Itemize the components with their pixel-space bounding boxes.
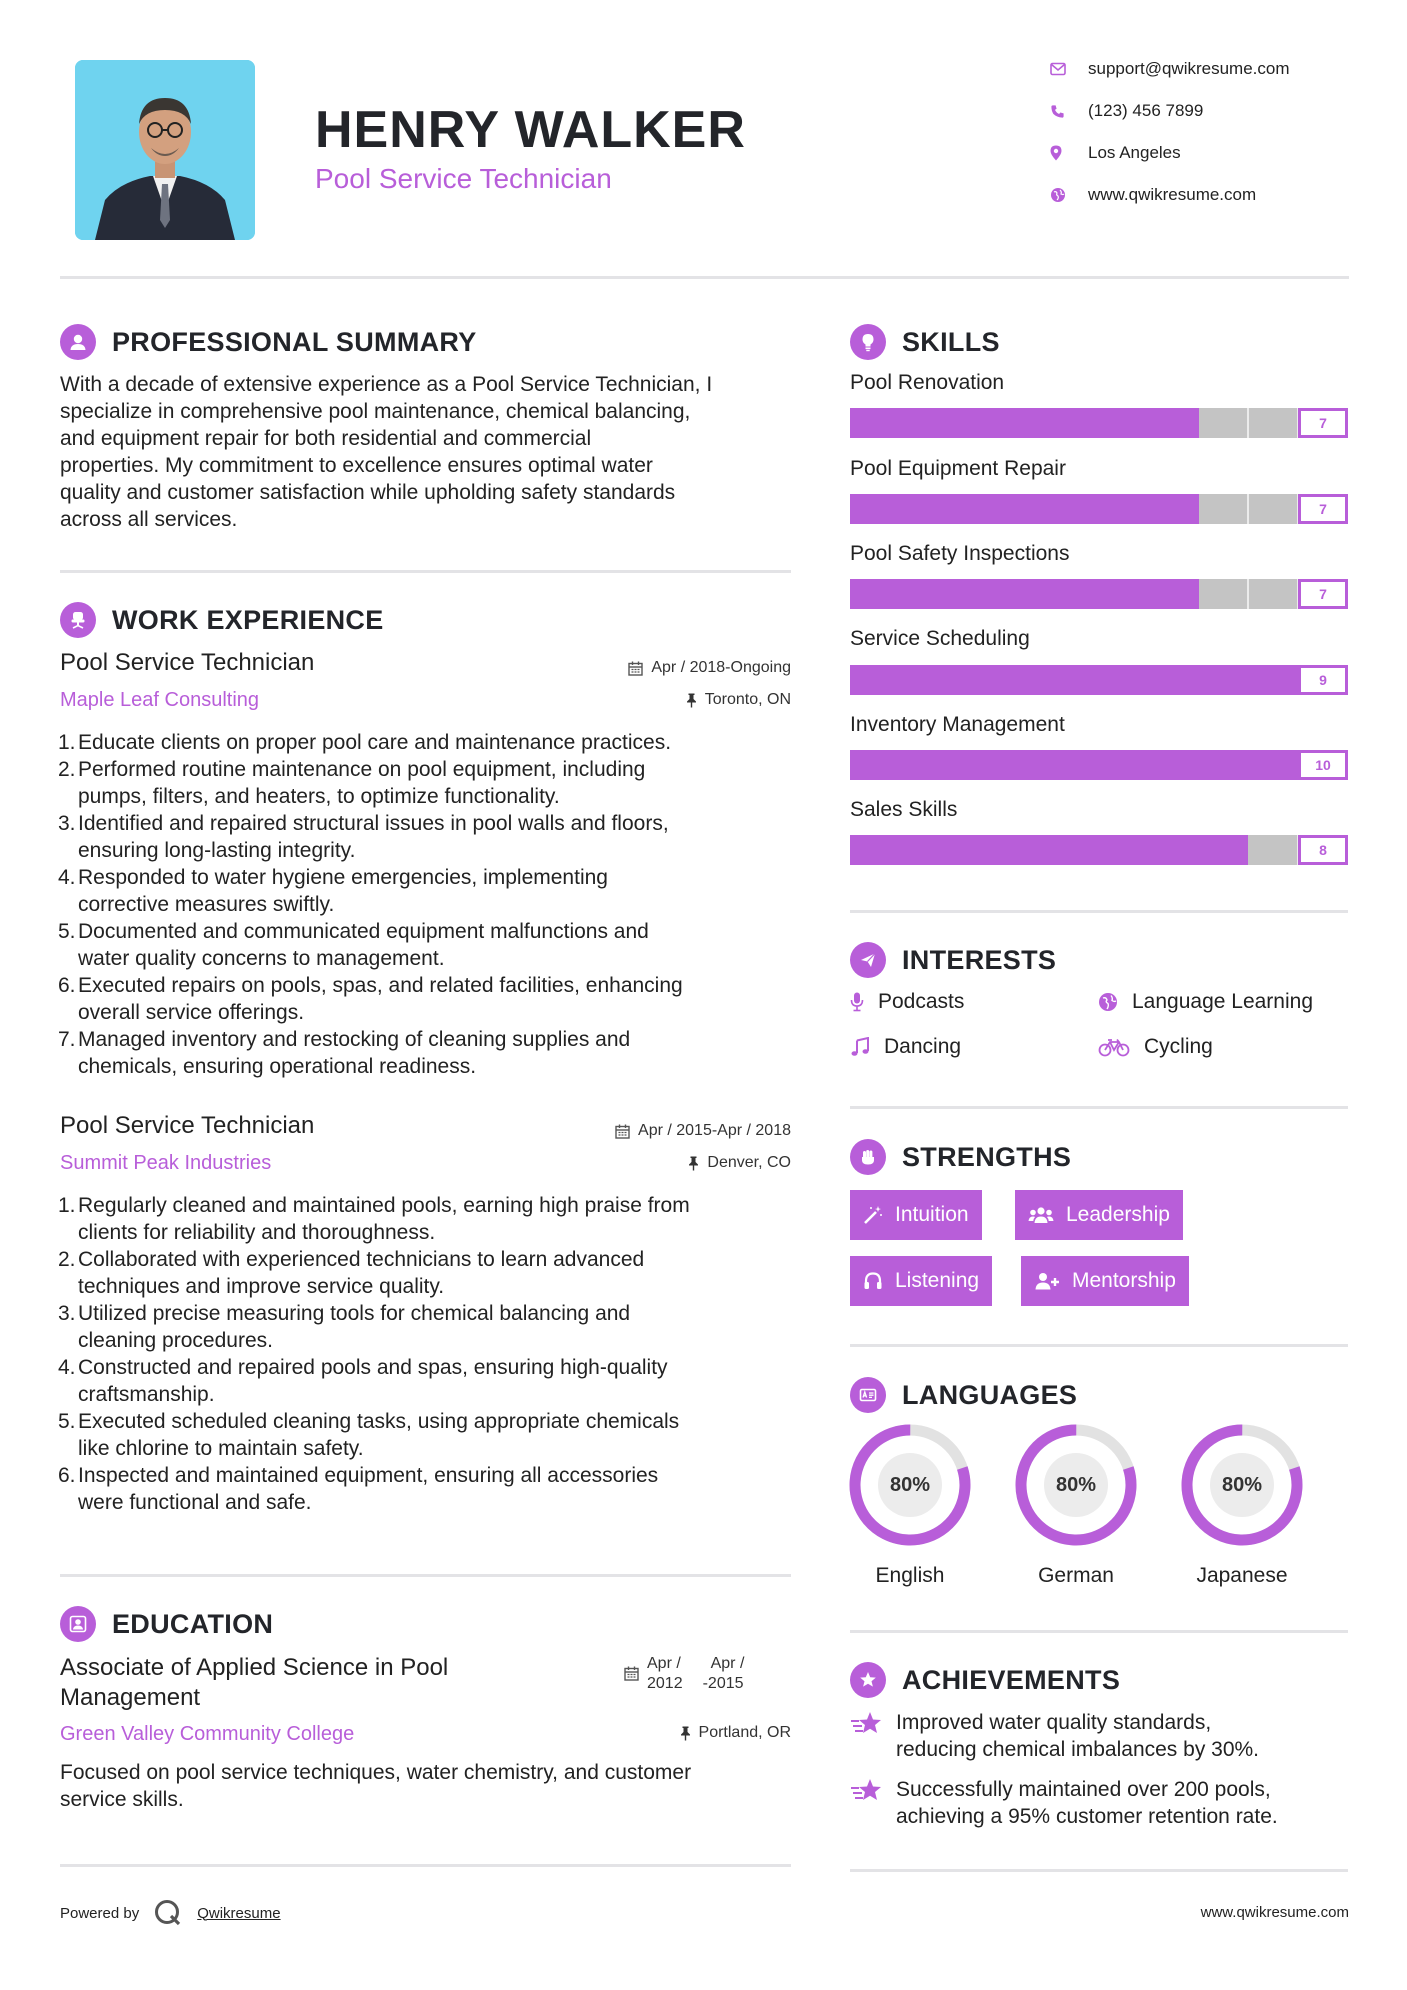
- magic-wand-icon: [863, 1205, 883, 1225]
- summary-line: and equipment repair for both residential and commercial: [60, 427, 592, 450]
- list-item: 5. Documented and communicated equipment malfunctions and water quality concerns to management.: [58, 920, 649, 970]
- skill-bar: [850, 494, 1348, 524]
- skill-bar-fill: [850, 494, 1199, 524]
- summary-line: properties. My commitment to excellence ensures optimal water: [60, 454, 653, 477]
- experience-divider: [60, 1574, 791, 1577]
- skill-value: 7: [1298, 408, 1348, 438]
- strength-tag: Leadership: [1015, 1190, 1183, 1240]
- list-item: 1. Educate clients on proper pool care and maintenance practices.: [58, 731, 672, 754]
- pushpin-icon: [688, 1156, 699, 1171]
- candidate-role: Pool Service Technician: [315, 163, 612, 194]
- list-item: 6. Inspected and maintained equipment, ensuring all accessories were functional and safe.: [58, 1464, 659, 1514]
- job-date: Apr / 2018-Ongoing: [628, 659, 791, 677]
- education-divider: [60, 1864, 791, 1867]
- microphone-icon: [850, 992, 864, 1012]
- skill-bar-fill: [850, 579, 1199, 609]
- achievement-item: Improved water quality standards, reducing chemical imbalances by 30%.: [850, 1709, 1350, 1763]
- education-section-title: EDUCATION: [60, 1606, 273, 1642]
- header-divider: [60, 276, 1349, 279]
- star-badge-icon: [850, 1662, 886, 1698]
- paper-plane-icon: [850, 942, 886, 978]
- strength-tag: Intuition: [850, 1190, 982, 1240]
- language-gauge: [849, 1424, 971, 1587]
- strength-tag: Mentorship: [1021, 1256, 1189, 1306]
- skill-name: Service Scheduling: [850, 627, 1030, 650]
- achievements-section-title: ACHIEVEMENTS: [850, 1662, 1120, 1698]
- education-location: Portland, OR: [680, 1724, 791, 1742]
- list-item: 2. Performed routine maintenance on pool equipment, including pumps, filters, and heaters, to optimize functionality.: [58, 758, 646, 808]
- contact-email-text: support@qwikresume.com: [1088, 59, 1290, 78]
- office-chair-icon: [60, 602, 96, 638]
- languages-divider: [850, 1630, 1348, 1633]
- qwikresume-link[interactable]: Qwikresume: [197, 1904, 281, 1922]
- music-note-icon: [850, 1037, 870, 1057]
- skill-name: Pool Safety Inspections: [850, 542, 1070, 565]
- education-date: Apr / 2012 Apr / - 2015: [624, 1654, 744, 1694]
- language-percent: 80%: [1055, 1473, 1097, 1496]
- lightbulb-icon: [850, 324, 886, 360]
- envelope-icon: [1050, 62, 1088, 76]
- globe-icon: [1098, 992, 1118, 1012]
- list-item: 1. Regularly cleaned and maintained pools, earning high praise from clients for reliability and thoroughness.: [58, 1194, 690, 1244]
- contact-location: [1050, 141, 1370, 165]
- summary-section-title: PROFESSIONAL SUMMARY: [60, 324, 477, 360]
- star-icon: [850, 1776, 896, 1830]
- list-item: 2. Collaborated with experienced technicians to learn advanced techniques and improve service quality.: [58, 1248, 645, 1298]
- job-company: Maple Leaf Consulting: [60, 689, 260, 711]
- profile-photo: [75, 60, 255, 240]
- contact-phone-text: (123) 456 7899: [1088, 101, 1204, 120]
- job-location: Toronto, ON: [686, 691, 791, 709]
- summary-text: [60, 371, 800, 533]
- skill-bar: [850, 665, 1348, 695]
- contact-location-text: Los Angeles: [1088, 143, 1181, 162]
- skill-value: 7: [1298, 494, 1348, 524]
- job-responsibilities: [60, 1192, 800, 1516]
- summary-line: quality and customer satisfaction while upholding safety standards: [60, 481, 676, 504]
- skill-bar: [850, 750, 1348, 780]
- interest-item: Cycling: [1098, 1035, 1213, 1059]
- summary-line: across all services.: [60, 508, 238, 531]
- skill-bar: [850, 835, 1348, 865]
- job-date: Apr / 2015-Apr / 2018: [615, 1122, 791, 1140]
- skill-bar-fill: [850, 750, 1348, 780]
- globe-icon: [1050, 187, 1088, 203]
- list-item: 4. Responded to water hygiene emergencies, implementing corrective measures swiftly.: [58, 866, 608, 916]
- contact-website[interactable]: [1050, 183, 1370, 207]
- strengths-section-title: STRENGTHS: [850, 1139, 1071, 1175]
- language-name: German: [1038, 1564, 1114, 1587]
- job-responsibilities: [60, 729, 800, 1080]
- achievements-divider: [850, 1869, 1348, 1872]
- education-description: Focused on pool service techniques, water chemistry, and customer service skills.: [60, 1761, 692, 1811]
- skill-bar-segment: [1247, 494, 1249, 524]
- fist-icon: [850, 1139, 886, 1175]
- language-name: English: [875, 1564, 945, 1587]
- school-name: Green Valley Community College: [60, 1723, 355, 1745]
- interests-divider: [850, 1106, 1348, 1109]
- job-title: Pool Service Technician: [60, 649, 315, 676]
- skills-divider: [850, 910, 1348, 913]
- candidate-name: HENRY WALKER: [315, 101, 746, 159]
- interests-section-title: INTERESTS: [850, 942, 1056, 978]
- interest-item: Language Learning: [1098, 990, 1313, 1014]
- bicycle-icon: [1098, 1037, 1130, 1057]
- job-location: Denver, CO: [688, 1154, 791, 1172]
- footer-powered-by: Powered by Qwikresume: [60, 1898, 281, 1928]
- achievement-item: Successfully maintained over 200 pools, achieving a 95% customer retention rate.: [850, 1776, 1350, 1830]
- language-percent: 80%: [1221, 1473, 1263, 1496]
- phone-icon: [1050, 104, 1088, 119]
- map-pin-icon: [1050, 145, 1088, 161]
- skill-bar: [850, 579, 1348, 609]
- calendar-icon: [624, 1666, 639, 1681]
- user-plus-icon: [1034, 1271, 1060, 1291]
- interest-item: Dancing: [850, 1035, 961, 1059]
- strength-tag: Listening: [850, 1256, 992, 1306]
- list-item: 7. Managed inventory and restocking of cleaning supplies and chemicals, ensuring operational readiness.: [58, 1028, 631, 1078]
- language-icon: [850, 1377, 886, 1413]
- language-name: Japanese: [1196, 1564, 1288, 1587]
- graduate-icon: [60, 1606, 96, 1642]
- job-title: Pool Service Technician: [60, 1112, 315, 1139]
- skill-name: Pool Equipment Repair: [850, 457, 1066, 480]
- skill-bar-segment: [1247, 408, 1249, 438]
- skill-name: Sales Skills: [850, 798, 958, 821]
- pushpin-icon: [680, 1726, 691, 1741]
- language-gauge: [1181, 1424, 1303, 1587]
- skills-section-title: SKILLS: [850, 324, 1000, 360]
- qwikresume-logo-icon: [153, 1898, 183, 1928]
- list-item: 5. Executed scheduled cleaning tasks, using appropriate chemicals like chlorine to maintain safety.: [58, 1410, 680, 1460]
- skill-value: 10: [1298, 750, 1348, 780]
- contact-email[interactable]: [1050, 57, 1370, 81]
- summary-line: specialize in comprehensive pool maintenance, chemical balancing,: [60, 400, 691, 423]
- users-icon: [1028, 1205, 1054, 1225]
- calendar-icon: [628, 661, 643, 676]
- job-company: Summit Peak Industries: [60, 1152, 272, 1174]
- contact-phone[interactable]: [1050, 99, 1370, 123]
- skill-bar-fill: [850, 665, 1298, 695]
- skill-name: Pool Renovation: [850, 371, 1005, 394]
- skill-value: 8: [1298, 835, 1348, 865]
- list-item: 4. Constructed and repaired pools and spas, ensuring high-quality craftsmanship.: [58, 1356, 668, 1406]
- summary-divider: [60, 570, 791, 573]
- summary-line: With a decade of extensive experience as a Pool Service Technician, I: [60, 373, 713, 396]
- contact-website-text: www.qwikresume.com: [1088, 185, 1257, 204]
- strengths-divider: [850, 1344, 1348, 1347]
- footer-website[interactable]: www.qwikresume.com: [1200, 1904, 1349, 1921]
- headphones-icon: [863, 1271, 883, 1291]
- user-icon: [60, 324, 96, 360]
- pushpin-icon: [686, 693, 697, 708]
- list-item: 6. Executed repairs on pools, spas, and related facilities, enhancing overall service offerings.: [58, 974, 683, 1024]
- languages-section-title: LANGUAGES: [850, 1377, 1077, 1413]
- language-gauge: [1015, 1424, 1137, 1587]
- experience-section-title: WORK EXPERIENCE: [60, 602, 384, 638]
- skill-name: Inventory Management: [850, 713, 1065, 736]
- skill-value: 7: [1298, 579, 1348, 609]
- list-item: 3. Identified and repaired structural issues in pool walls and floors, ensuring long-lasting integrity.: [58, 812, 669, 862]
- star-icon: [850, 1709, 896, 1763]
- calendar-icon: [615, 1124, 630, 1139]
- language-percent: 80%: [889, 1473, 931, 1496]
- skill-bar-segment: [1247, 579, 1249, 609]
- skill-bar-fill: [850, 408, 1199, 438]
- degree-title: Associate of Applied Science in Pool Management: [60, 1654, 449, 1711]
- interest-item: Podcasts: [850, 990, 964, 1014]
- skill-bar-fill: [850, 835, 1248, 865]
- skill-bar: [850, 408, 1348, 438]
- skill-value: 9: [1298, 665, 1348, 695]
- list-item: 3. Utilized precise measuring tools for chemical balancing and cleaning procedures.: [58, 1302, 631, 1352]
